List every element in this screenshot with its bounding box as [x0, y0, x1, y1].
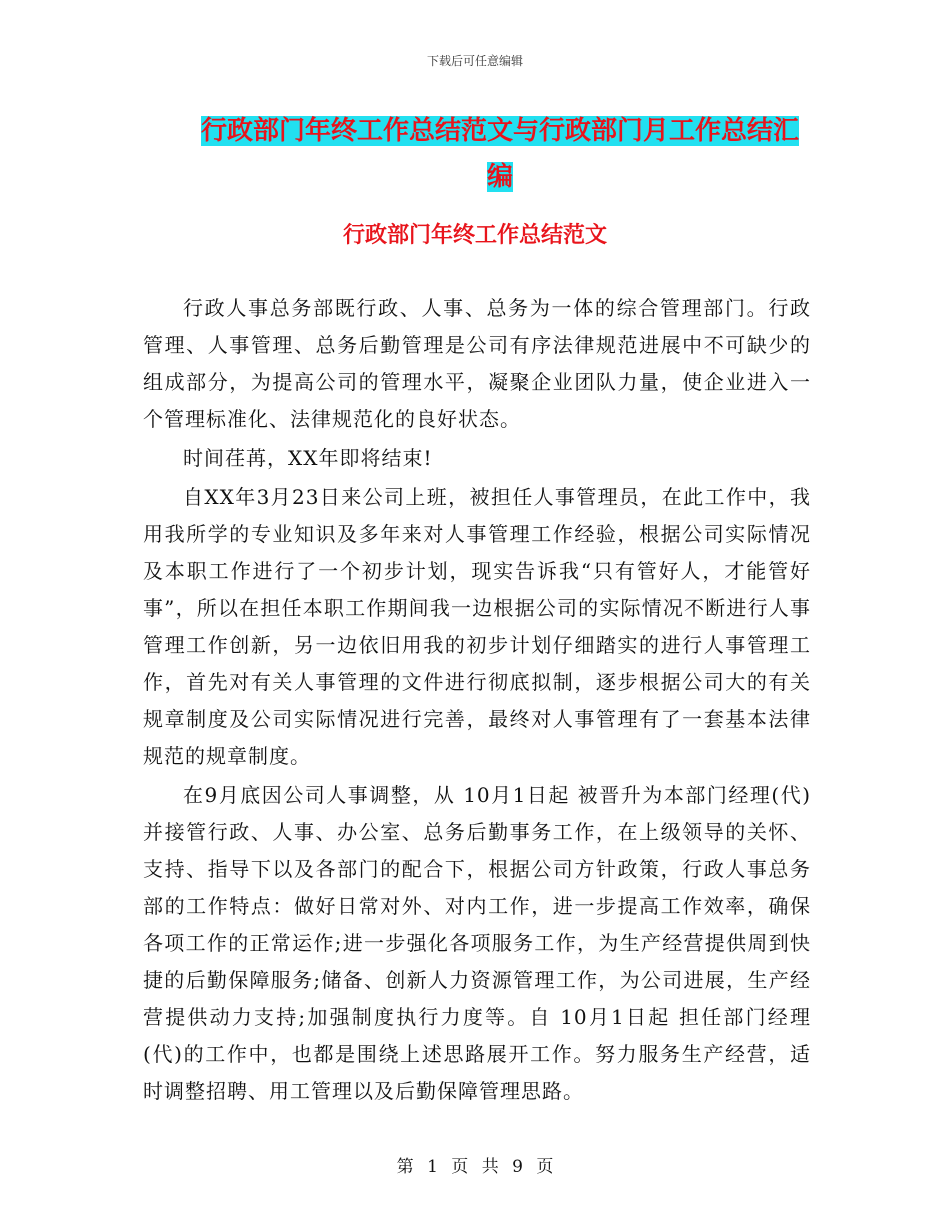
paragraph: 在9月底因公司人事调整，从 10月1日起 被晋升为本部门经理(代)并接管行政、人事、办公室、总务后勤事务工作，在上级领导的关怀、支持、指导下以及各部门的配合下，根据公司方针政策，行政人事总务部的工作特点：做好日常对外、对内工作，进一步提高工作效率，确保各项工作的正常运作;进一步强化各项服务工作，为生产经营提供周到快捷的后勤保障服务;储备、创新人力资源管理工作，为公司进展，生产经营提供动力支持;加强制度执行力度等。自 10月1日起 担任部门经理(代)的工作中，也都是围绕上述思路展开工作。努力服务生产经营，适时调整招聘、用工管理以及后勤保障管理思路。	[143, 783, 811, 1103]
document-title	[190, 108, 810, 200]
paragraph: 自XX年3月23日来公司上班，被担任人事管理员，在此工作中，我用我所学的专业知识及多年来对人事管理工作经验，根据公司实际情况及本职工作进行了一个初步计划，现实告诉我“只有管好人，才能管好事”，所以在担任本职工作期间我一边根据公司的实际情况不断进行人事管理工作创新，另一边依旧用我的初步计划仔细踏实的进行人事管理工作，首先对有关人事管理的文件进行彻底拟制，逐步根据公司大的有关规章制度及公司实际情况进行完善，最终对人事管理有了一套基本法律规范的规章制度。	[143, 485, 811, 768]
paragraph: 时间荏苒，XX年即将结束!	[183, 446, 433, 470]
page-footer: 第 1 页 共 9 页	[396, 1157, 554, 1177]
header-note: 下载后可任意编辑	[426, 54, 523, 68]
document-title-text: 行政部门年终工作总结范文与行政部门月工作总结汇编	[200, 116, 799, 192]
section-title: 行政部门年终工作总结范文	[342, 223, 607, 248]
body-content	[143, 290, 811, 1112]
paragraph: 行政人事总务部既行政、人事、总务为一体的综合管理部门。行政管理、人事管理、总务后勤管理是公司有序法律规范进展中不可缺少的组成部分，为提高公司的管理水平，凝聚企业团队力量，使企业进入一个管理标准化、法律规范化的良好状态。	[143, 296, 811, 431]
